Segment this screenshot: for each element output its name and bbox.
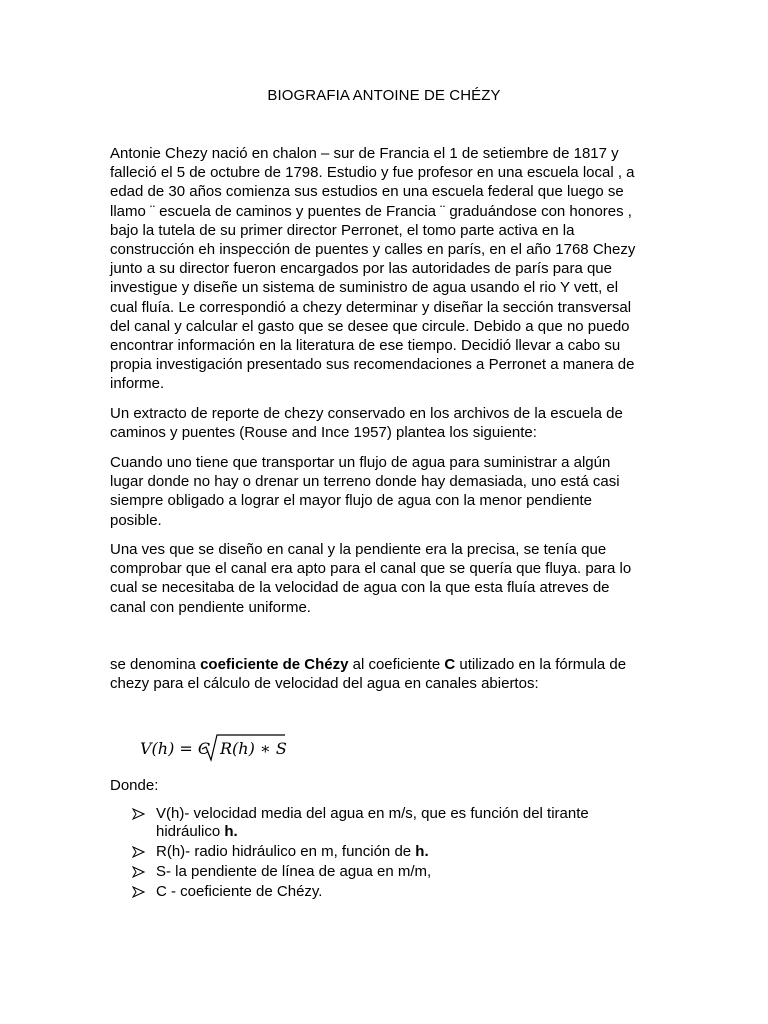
text-line: construcción eh inspección de puentes y calles en parís, en el año 1768 Chezy (110, 241, 636, 259)
paragraph-report-extract (110, 404, 662, 442)
term-c: C (444, 656, 456, 673)
text-line: falleció el 5 de octubre de 1798. Estudio y fue profesor en una escuela local , a (110, 164, 635, 182)
bullet-bold: h. (224, 823, 238, 840)
paragraph-coefficient-definition (110, 655, 662, 693)
text-line: comprobar que el canal era apto para el canal que se quería que fluya. para lo (110, 560, 632, 578)
text-line: chezy para el cálculo de velocidad del agua en canales abiertos: (110, 675, 539, 693)
arrowhead-bullet-icon (132, 886, 145, 898)
formula-graphic (140, 731, 300, 763)
text-span: utilizado en la fórmula de (455, 656, 627, 673)
text-line: cual se necesitaba de la velocidad de agua con la que esta fluía atreves de (110, 579, 610, 597)
paragraph-quote (110, 453, 662, 530)
list-item (132, 805, 652, 841)
text-line: posible. (110, 511, 162, 529)
paragraph-biography (110, 144, 662, 394)
text-line: encontrar información en la literatura de ese tiempo. Decidió llevar a cabo su (110, 337, 621, 355)
variable-list (132, 805, 652, 903)
text-line: Antonie Chezy nació en chalon – sur de Francia el 1 de setiembre de 1817 y (110, 145, 619, 162)
bullet-text: C - coeficiente de Chézy. (156, 883, 323, 900)
text-line: bajo la tutela de su primer director Perronet, el tomo parte activa en la (110, 221, 575, 239)
bullet-text: R(h)- radio hidráulico en m, función de (156, 843, 416, 860)
formula-lhs: V(h) = C (140, 739, 211, 758)
arrowhead-bullet-icon (132, 846, 145, 858)
bullet-text: V(h)- velocidad media del agua en m/s, que es función del tirante (156, 805, 589, 822)
text-line: cual fluía. Le correspondió a chezy determinar y diseñar la sección transversal (110, 298, 632, 316)
text-line: informe. (110, 375, 165, 393)
text-line: propia investigación presentado sus recomendaciones a Perronet a manera de (110, 356, 635, 374)
text-line: caminos y puentes (Rouse and Ince 1957) plantea los siguiente: (110, 424, 537, 442)
donde-label: Donde: (110, 777, 159, 794)
text-line: junto a su director fueron encargados por las autoridades de parís para que (110, 260, 612, 278)
text-line: canal con pendiente uniforme. (110, 598, 311, 616)
bullet-text: hidráulico (156, 823, 225, 840)
chezy-formula (140, 731, 300, 763)
text-line: Una ves que se diseño en canal y la pendiente era la precisa, se tenía que (110, 541, 607, 558)
text-line: siempre obligado a lograr el mayor flujo de agua con la menor pendiente (110, 492, 592, 510)
arrowhead-bullet-icon (132, 808, 145, 820)
text-line: lugar donde no hay o drenar un terreno donde hay demasiada, uno está casi (110, 473, 620, 491)
term-coeficiente-chezy: coeficiente de Chézy (200, 656, 349, 673)
text-line: Un extracto de reporte de chezy conservado en los archivos de la escuela de (110, 405, 623, 422)
list-item (132, 843, 652, 861)
document-title: BIOGRAFIA ANTOINE DE CHÉZY (267, 87, 501, 104)
list-item (132, 883, 652, 901)
arrowhead-bullet-icon (132, 866, 145, 878)
text-span: se denomina (110, 656, 201, 673)
text-line: Cuando uno tiene que transportar un flujo de agua para suministrar a algún (110, 454, 611, 471)
bullet-text: S- la pendiente de línea de agua en m/m, (156, 863, 432, 880)
text-line: llamo ¨ escuela de caminos y puentes de Francia ¨ graduándose con honores , (110, 202, 632, 220)
text-line: del canal y calcular el gasto que se desee que circule. Debido a que no puedo (110, 317, 630, 335)
bullet-bold: h. (415, 843, 429, 860)
paragraph-canal-design (110, 540, 662, 617)
text-span: al coeficiente (348, 656, 445, 673)
text-line (110, 655, 662, 674)
text-line: investigue y diseñe un sistema de suministro de agua usando el rio Y vett, el (110, 279, 619, 297)
formula-radicand: R(h) ∗ S (220, 739, 287, 758)
text-line: edad de 30 años comienza sus estudios en una escuela federal que luego se (110, 183, 624, 201)
list-item (132, 863, 652, 881)
